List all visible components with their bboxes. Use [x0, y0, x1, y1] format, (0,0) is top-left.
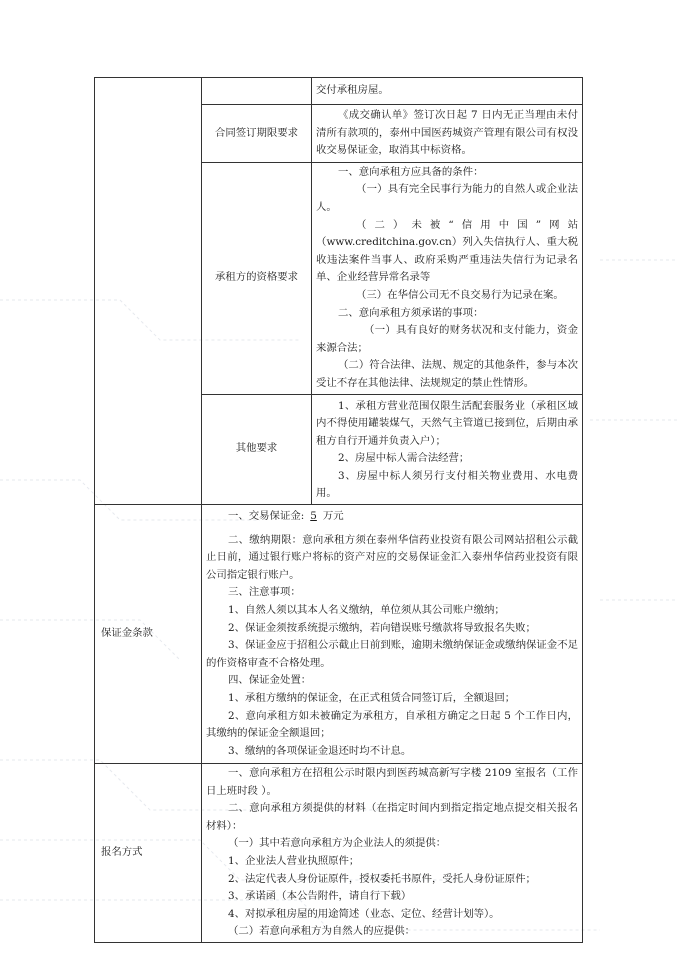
- signup-line: 1、企业法人营业执照原件；: [228, 855, 360, 868]
- deposit-line: 1、自然人须以其本人名义缴纳，单位须从其公司账户缴纳；: [228, 604, 505, 617]
- deposit-row: [95, 505, 583, 764]
- deposit-label: 保证金条款: [95, 505, 202, 764]
- signup-line: （一）其中若意向承租方为企业法人的须提供：: [228, 837, 447, 850]
- handover-text: 交付承租房屋。: [316, 84, 389, 97]
- merged-left-cell: [95, 78, 202, 505]
- other-line: 2、房屋中标人需合法经营；: [338, 452, 470, 465]
- signup-line: 二、意向承租方须提供的材料（在指定时间内到指定指定地点提交相关报名材料）：: [206, 802, 578, 832]
- deposit-amount-value: 5: [310, 510, 317, 523]
- qualification-line: 二、意向承租方须承诺的事项：: [338, 306, 484, 319]
- tender-terms-table: [94, 77, 583, 943]
- qualification-line: 一、意向承租方应具备的条件：: [338, 165, 484, 178]
- deposit-content: [202, 505, 583, 764]
- deposit-line: 三、注意事项：: [228, 586, 301, 599]
- signup-line: 一、意向承租方在招租公示时限内到医药城高新写字楼 2109 室报名（工作日上班时段 ）。: [206, 767, 578, 797]
- deposit-amount-prefix: 一、交易保证金:: [228, 510, 305, 523]
- deposit-amount-unit: 万元: [322, 510, 344, 523]
- qualification-line: （三）在华信公司无不良交易行为记录在案。: [356, 288, 564, 301]
- contract-text: 《成交确认单》签订次日起 7 日内无正当理由未付清所有款项的，泰州中国医药城资产管理有限公司有权没收交易保证金，取消其中标资格。: [316, 109, 578, 157]
- contract-content: [312, 105, 583, 163]
- signup-row: [95, 764, 583, 943]
- handover-row: [95, 78, 583, 105]
- handover-content: [312, 78, 583, 105]
- deposit-line: 二、缴纳期限：意向承租方须在泰州华信药业投资有限公司网站招租公示截止日前，通过银行账户将标的资产对应的交易保证金汇入泰州华信药业投资有限公司指定银行账户。: [206, 533, 578, 581]
- deposit-line: 四、保证金处置：: [228, 674, 312, 687]
- signup-content: [202, 764, 583, 943]
- other-line: 3、房屋中标人须另行支付相关物业费用、水电费用。: [316, 469, 578, 500]
- qualification-line: （一）具有良好的财务状况和支付能力，资金来源合法；: [316, 324, 578, 354]
- qualification-line: （二）符合法律、法规、规定的其他条件，参与本次受让不存在其他法律、法规规定的禁止性情形。: [316, 359, 578, 389]
- qualification-line: （二）未被“信用中国”网站（www.creditchina.gov.cn）列入失信执行人、重大税收违法案件当事人、政府采购严重违法失信行为记录名单、企业经营异常名录等: [316, 218, 578, 284]
- deposit-line: 3、保证金应于招租公示截止日前到账，逾期未缴纳保证金或缴纳保证金不足的作资格审查不合格处理。: [206, 639, 578, 669]
- deposit-line: 2、保证金须按系统提示缴纳，若向错误账号缴款将导致报名失败；: [228, 621, 536, 634]
- deposit-line: 1、承租方缴纳的保证金，在正式租赁合同签订后，全额退回；: [228, 692, 516, 704]
- signup-line: 4、对拟承租房屋的用途简述（业态、定位、经营计划等）。: [228, 907, 500, 920]
- other-content: [312, 394, 583, 505]
- deposit-amount-line: [206, 508, 578, 526]
- signup-label: 报名方式: [95, 764, 202, 943]
- other-label: 其他要求: [202, 394, 312, 505]
- deposit-line: 2、意向承租方如未被确定为承租方，自承租方确定之日起 5 个工作日内，其缴纳的保证金全额退回；: [206, 709, 578, 740]
- contract-label: 合同签订期限要求: [202, 105, 312, 163]
- signup-line: 3、承诺函（本公告附件，请自行下载）: [228, 890, 412, 903]
- qualification-content: [312, 162, 583, 394]
- signup-line: （二）若意向承租方为自然人的应提供：: [228, 925, 416, 938]
- deposit-line: 3、缴纳的各项保证金退还时均不计息。: [228, 744, 412, 757]
- qualification-line: （一）具有完全民事行为能力的自然人或企业法人。: [316, 183, 578, 213]
- other-line: 1、承租方营业范围仅限生活配套服务业（承租区域内不得使用罐装煤气，天然气主管道已接到位，后期由承租方自行开通并负责入户）；: [316, 399, 578, 447]
- handover-label-cell: [202, 78, 312, 105]
- qualification-label: 承租方的资格要求: [202, 162, 312, 394]
- signup-line: 2、法定代表人身份证原件，授权委托书原件，受托人身份证原件；: [228, 872, 536, 885]
